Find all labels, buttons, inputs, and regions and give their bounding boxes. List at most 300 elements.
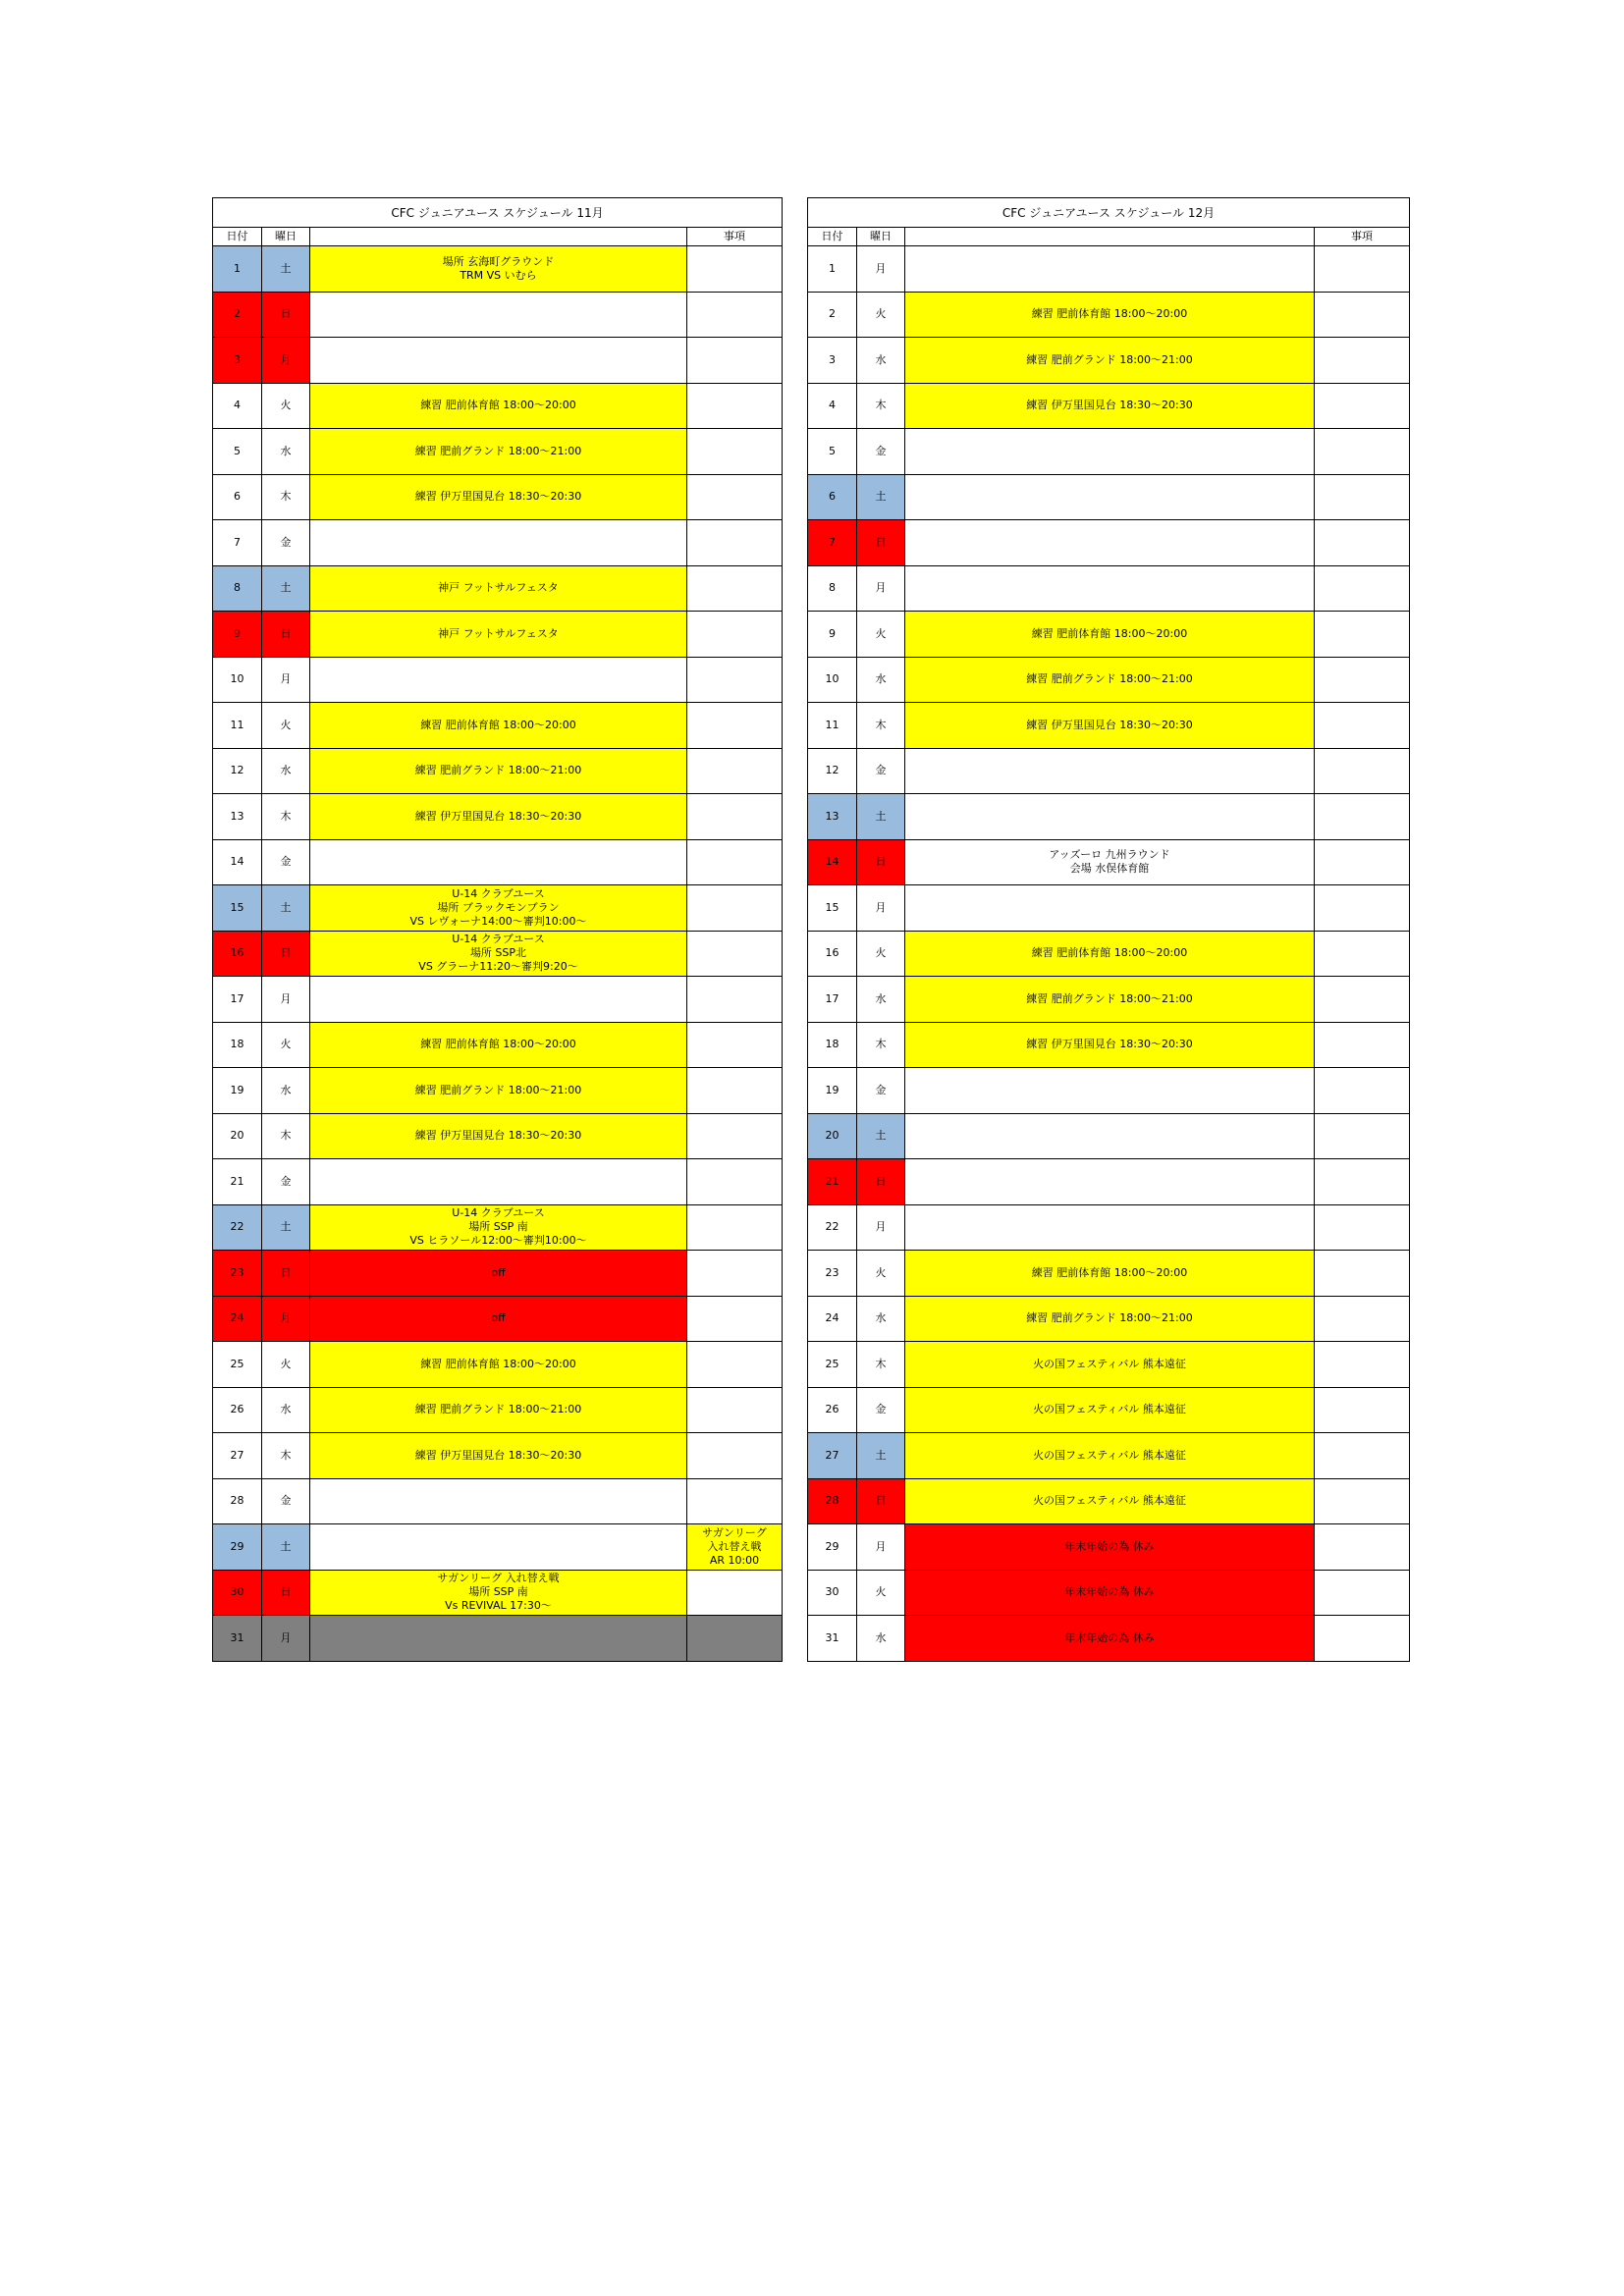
schedule-row (808, 246, 1410, 293)
weekday: 木 (262, 1113, 310, 1159)
event-text (310, 338, 687, 384)
note-text (1315, 246, 1410, 293)
weekday: 土 (262, 565, 310, 612)
weekday: 日 (262, 1570, 310, 1616)
weekday: 土 (857, 1113, 905, 1159)
note-text (687, 1570, 783, 1616)
weekday: 水 (262, 429, 310, 475)
note-text (1315, 1159, 1410, 1205)
weekday: 水 (857, 657, 905, 703)
event-text: 練習 肥前体育館 18:00～20:00 (310, 1342, 687, 1388)
weekday: 日 (857, 1159, 905, 1205)
day-number: 31 (808, 1616, 857, 1662)
event-text: 練習 肥前体育館 18:00～20:00 (905, 1251, 1315, 1297)
weekday: 月 (262, 1616, 310, 1662)
weekday: 火 (857, 612, 905, 658)
schedule-row (213, 474, 783, 520)
november-title: CFC ジュニアユース スケジュール 11月 (213, 198, 783, 228)
note-text (1315, 794, 1410, 840)
event-text: 年末年始の為 休み (905, 1524, 1315, 1571)
schedule-row (808, 1296, 1410, 1342)
schedule-row (808, 1524, 1410, 1571)
event-text: 神戸 フットサルフェスタ (310, 612, 687, 658)
weekday: 木 (857, 703, 905, 749)
event-text (310, 1524, 687, 1571)
schedule-row (808, 1616, 1410, 1662)
schedule-row (213, 246, 783, 293)
note-text (1315, 885, 1410, 932)
weekday: 土 (857, 1433, 905, 1479)
event-text: サガンリーグ 入れ替え戦 場所 SSP 南 Vs REVIVAL 17:30～ (310, 1570, 687, 1616)
schedule-row (213, 383, 783, 429)
weekday: 月 (857, 885, 905, 932)
schedule-row (213, 1022, 783, 1068)
note-text (687, 292, 783, 338)
event-text (310, 977, 687, 1023)
note-text (1315, 612, 1410, 658)
header-notes: 事項 (687, 228, 783, 246)
schedule-row (213, 292, 783, 338)
day-number: 27 (213, 1433, 262, 1479)
note-text (1315, 1570, 1410, 1616)
event-text: 練習 肥前グランド 18:00～21:00 (310, 1068, 687, 1114)
weekday: 日 (857, 839, 905, 885)
weekday: 金 (262, 1478, 310, 1524)
event-text: U-14 クラブユース 場所 ブラックモンブラン VS レヴォーナ14:00～審判10:00～ (310, 885, 687, 932)
weekday: 木 (857, 1022, 905, 1068)
note-text (687, 1159, 783, 1205)
note-text (687, 1251, 783, 1297)
weekday: 木 (262, 794, 310, 840)
note-text (1315, 1022, 1410, 1068)
event-text: off (310, 1296, 687, 1342)
note-text (687, 1022, 783, 1068)
event-text (905, 794, 1315, 840)
note-text (687, 520, 783, 566)
event-text: 練習 伊万里国見台 18:30～20:30 (905, 383, 1315, 429)
event-text: 練習 肥前グランド 18:00～21:00 (310, 1387, 687, 1433)
day-number: 21 (808, 1159, 857, 1205)
schedule-row (213, 1159, 783, 1205)
event-text: 練習 肥前体育館 18:00～20:00 (310, 383, 687, 429)
day-number: 18 (213, 1022, 262, 1068)
event-text (310, 1616, 687, 1662)
schedule-row (808, 1570, 1410, 1616)
weekday: 土 (262, 885, 310, 932)
schedule-row (808, 885, 1410, 932)
day-number: 5 (213, 429, 262, 475)
schedule-row (213, 657, 783, 703)
day-number: 22 (213, 1204, 262, 1251)
december-title: CFC ジュニアユース スケジュール 12月 (808, 198, 1410, 228)
day-number: 25 (808, 1342, 857, 1388)
day-number: 20 (213, 1113, 262, 1159)
event-text: 練習 肥前グランド 18:00～21:00 (905, 1296, 1315, 1342)
day-number: 3 (213, 338, 262, 384)
event-text (905, 429, 1315, 475)
december-schedule-table (807, 197, 1410, 1662)
day-number: 22 (808, 1204, 857, 1251)
weekday: 月 (262, 1296, 310, 1342)
event-text: 練習 肥前グランド 18:00～21:00 (310, 748, 687, 794)
note-text (687, 246, 783, 293)
event-text (905, 885, 1315, 932)
day-number: 7 (213, 520, 262, 566)
day-number: 14 (808, 839, 857, 885)
event-text: アッズーロ 九州ラウンド 会場 水俣体育館 (905, 839, 1315, 885)
schedule-row (808, 1159, 1410, 1205)
day-number: 19 (213, 1068, 262, 1114)
day-number: 3 (808, 338, 857, 384)
schedule-row (808, 429, 1410, 475)
note-text (1315, 1433, 1410, 1479)
event-text (310, 839, 687, 885)
note-text (1315, 1524, 1410, 1571)
header-weekday: 曜日 (262, 228, 310, 246)
day-number: 15 (808, 885, 857, 932)
schedule-row (808, 1478, 1410, 1524)
event-text (310, 657, 687, 703)
event-text (905, 565, 1315, 612)
note-text (1315, 1251, 1410, 1297)
schedule-row (213, 931, 783, 977)
day-number: 25 (213, 1342, 262, 1388)
day-number: 19 (808, 1068, 857, 1114)
event-text (310, 520, 687, 566)
note-text (1315, 703, 1410, 749)
day-number: 10 (808, 657, 857, 703)
weekday: 月 (262, 338, 310, 384)
day-number: 28 (213, 1478, 262, 1524)
weekday: 火 (857, 292, 905, 338)
note-text (1315, 429, 1410, 475)
note-text (1315, 520, 1410, 566)
event-text (905, 1068, 1315, 1114)
day-number: 20 (808, 1113, 857, 1159)
day-number: 21 (213, 1159, 262, 1205)
header-weekday: 曜日 (857, 228, 905, 246)
event-text: off (310, 1251, 687, 1297)
event-text: U-14 クラブユース 場所 SSP 南 VS ヒラソール12:00～審判10:00～ (310, 1204, 687, 1251)
note-text (1315, 1387, 1410, 1433)
note-text (687, 338, 783, 384)
day-number: 13 (213, 794, 262, 840)
schedule-row (808, 474, 1410, 520)
day-number: 15 (213, 885, 262, 932)
day-number: 23 (213, 1251, 262, 1297)
event-text (310, 1478, 687, 1524)
weekday: 日 (262, 1251, 310, 1297)
note-text (1315, 977, 1410, 1023)
schedule-row (213, 885, 783, 932)
weekday: 金 (857, 1387, 905, 1433)
event-text: 練習 肥前体育館 18:00～20:00 (905, 931, 1315, 977)
weekday: 土 (262, 1204, 310, 1251)
schedule-row (808, 931, 1410, 977)
event-text: 練習 伊万里国見台 18:30～20:30 (310, 474, 687, 520)
event-text (310, 1159, 687, 1205)
weekday: 月 (857, 246, 905, 293)
header-date: 日付 (213, 228, 262, 246)
event-text: 練習 伊万里国見台 18:30～20:30 (310, 1113, 687, 1159)
weekday: 金 (262, 839, 310, 885)
weekday: 土 (857, 474, 905, 520)
header-date: 日付 (808, 228, 857, 246)
event-text: 練習 伊万里国見台 18:30～20:30 (310, 1433, 687, 1479)
weekday: 火 (857, 931, 905, 977)
note-text (1315, 931, 1410, 977)
note-text (1315, 338, 1410, 384)
day-number: 23 (808, 1251, 857, 1297)
schedule-row (213, 1204, 783, 1251)
schedule-row (213, 1478, 783, 1524)
event-text: 練習 伊万里国見台 18:30～20:30 (905, 703, 1315, 749)
weekday: 火 (262, 383, 310, 429)
event-text: U-14 クラブユース 場所 SSP北 VS グラーナ11:20～審判9:20～ (310, 931, 687, 977)
weekday: 木 (857, 1342, 905, 1388)
event-text: 練習 肥前体育館 18:00～20:00 (310, 1022, 687, 1068)
note-text (687, 1433, 783, 1479)
weekday: 月 (857, 1204, 905, 1251)
schedule-row (808, 1251, 1410, 1297)
day-number: 30 (213, 1570, 262, 1616)
day-number: 8 (808, 565, 857, 612)
day-number: 16 (213, 931, 262, 977)
november-schedule-table (212, 197, 783, 1662)
schedule-row (808, 612, 1410, 658)
day-number: 6 (808, 474, 857, 520)
day-number: 9 (213, 612, 262, 658)
event-text: 火の国フェスティバル 熊本遠征 (905, 1342, 1315, 1388)
note-text (1315, 292, 1410, 338)
day-number: 2 (213, 292, 262, 338)
schedule-row (213, 1387, 783, 1433)
weekday: 木 (262, 474, 310, 520)
event-text: 練習 肥前グランド 18:00～21:00 (905, 338, 1315, 384)
day-number: 6 (213, 474, 262, 520)
schedule-row (213, 839, 783, 885)
schedule-row (213, 1524, 783, 1571)
day-number: 9 (808, 612, 857, 658)
schedule-row (213, 1113, 783, 1159)
day-number: 12 (808, 748, 857, 794)
event-text: 練習 肥前グランド 18:00～21:00 (905, 977, 1315, 1023)
weekday: 日 (262, 612, 310, 658)
weekday: 金 (857, 748, 905, 794)
day-number: 29 (213, 1524, 262, 1571)
note-text (687, 612, 783, 658)
day-number: 1 (213, 246, 262, 293)
note-text (1315, 1113, 1410, 1159)
event-text: 練習 肥前体育館 18:00～20:00 (905, 612, 1315, 658)
weekday: 火 (262, 1342, 310, 1388)
day-number: 8 (213, 565, 262, 612)
schedule-row (808, 839, 1410, 885)
schedule-row (808, 1387, 1410, 1433)
weekday: 火 (857, 1570, 905, 1616)
day-number: 16 (808, 931, 857, 977)
schedule-row (213, 1342, 783, 1388)
schedule-row (213, 1433, 783, 1479)
event-text: 練習 肥前グランド 18:00～21:00 (310, 429, 687, 475)
note-text (1315, 383, 1410, 429)
day-number: 31 (213, 1616, 262, 1662)
note-text (687, 931, 783, 977)
day-number: 1 (808, 246, 857, 293)
day-number: 2 (808, 292, 857, 338)
event-text: 場所 玄海町グラウンド TRM VS いむら (310, 246, 687, 293)
schedule-row (808, 338, 1410, 384)
note-text (1315, 1616, 1410, 1662)
day-number: 14 (213, 839, 262, 885)
note-text (687, 839, 783, 885)
note-text (687, 748, 783, 794)
weekday: 金 (262, 520, 310, 566)
note-text (687, 429, 783, 475)
weekday: 金 (857, 1068, 905, 1114)
note-text (687, 703, 783, 749)
weekday: 水 (262, 748, 310, 794)
note-text (687, 1616, 783, 1662)
weekday: 水 (857, 1296, 905, 1342)
schedule-row (213, 1296, 783, 1342)
schedule-row (808, 1068, 1410, 1114)
weekday: 日 (857, 520, 905, 566)
note-text (687, 565, 783, 612)
event-text (905, 1113, 1315, 1159)
schedule-row (213, 977, 783, 1023)
note-text (687, 794, 783, 840)
note-text (687, 1296, 783, 1342)
day-number: 18 (808, 1022, 857, 1068)
schedule-row (808, 703, 1410, 749)
schedule-row (808, 1433, 1410, 1479)
day-number: 17 (213, 977, 262, 1023)
schedule-row (213, 429, 783, 475)
schedule-row (808, 657, 1410, 703)
note-text (1315, 1296, 1410, 1342)
schedule-row (808, 1113, 1410, 1159)
header-content (310, 228, 687, 246)
header-content (905, 228, 1315, 246)
note-text (1315, 748, 1410, 794)
event-text: 火の国フェスティバル 熊本遠征 (905, 1387, 1315, 1433)
day-number: 11 (213, 703, 262, 749)
note-text (687, 383, 783, 429)
schedule-row (808, 292, 1410, 338)
day-number: 30 (808, 1570, 857, 1616)
weekday: 水 (857, 1616, 905, 1662)
schedule-row (213, 1570, 783, 1616)
weekday: 土 (857, 794, 905, 840)
note-text (1315, 1068, 1410, 1114)
event-text: 年末年始の為 休み (905, 1616, 1315, 1662)
schedule-row (808, 794, 1410, 840)
schedule-row (213, 1251, 783, 1297)
weekday: 土 (262, 1524, 310, 1571)
event-text: 練習 伊万里国見台 18:30～20:30 (310, 794, 687, 840)
day-number: 27 (808, 1433, 857, 1479)
event-text (905, 1159, 1315, 1205)
schedule-row (213, 565, 783, 612)
event-text: 火の国フェスティバル 熊本遠征 (905, 1478, 1315, 1524)
schedule-row (213, 612, 783, 658)
schedule-row (213, 338, 783, 384)
schedule-row (808, 520, 1410, 566)
weekday: 金 (857, 429, 905, 475)
event-text (905, 520, 1315, 566)
schedule-row (213, 703, 783, 749)
event-text (905, 246, 1315, 293)
note-text (1315, 839, 1410, 885)
event-text: 練習 肥前体育館 18:00～20:00 (310, 703, 687, 749)
day-number: 29 (808, 1524, 857, 1571)
day-number: 26 (808, 1387, 857, 1433)
note-text (1315, 657, 1410, 703)
note-text (687, 1342, 783, 1388)
note-text (687, 474, 783, 520)
note-text (687, 977, 783, 1023)
note-text (1315, 1342, 1410, 1388)
weekday: 木 (262, 1433, 310, 1479)
note-text: サガンリーグ 入れ替え戦 AR 10:00 (687, 1524, 783, 1571)
note-text (1315, 1204, 1410, 1251)
schedule-row (213, 1068, 783, 1114)
schedule-row (213, 1616, 783, 1662)
note-text (1315, 1478, 1410, 1524)
event-text: 年末年始の為 休み (905, 1570, 1315, 1616)
day-number: 12 (213, 748, 262, 794)
day-number: 11 (808, 703, 857, 749)
day-number: 7 (808, 520, 857, 566)
day-number: 26 (213, 1387, 262, 1433)
weekday: 火 (262, 1022, 310, 1068)
day-number: 17 (808, 977, 857, 1023)
note-text (1315, 565, 1410, 612)
event-text: 練習 肥前グランド 18:00～21:00 (905, 657, 1315, 703)
event-text (905, 1204, 1315, 1251)
weekday: 月 (262, 977, 310, 1023)
weekday: 月 (857, 1524, 905, 1571)
day-number: 13 (808, 794, 857, 840)
schedule-row (213, 520, 783, 566)
note-text (687, 1478, 783, 1524)
day-number: 4 (808, 383, 857, 429)
note-text (687, 1113, 783, 1159)
weekday: 日 (262, 292, 310, 338)
weekday: 月 (262, 657, 310, 703)
weekday: 月 (857, 565, 905, 612)
event-text: 神戸 フットサルフェスタ (310, 565, 687, 612)
day-number: 10 (213, 657, 262, 703)
weekday: 水 (262, 1387, 310, 1433)
weekday: 日 (857, 1478, 905, 1524)
day-number: 28 (808, 1478, 857, 1524)
schedule-row (213, 748, 783, 794)
note-text (687, 885, 783, 932)
event-text (905, 474, 1315, 520)
schedule-row (808, 1342, 1410, 1388)
header-notes: 事項 (1315, 228, 1410, 246)
weekday: 水 (857, 338, 905, 384)
schedule-row (808, 748, 1410, 794)
note-text (1315, 474, 1410, 520)
weekday: 土 (262, 246, 310, 293)
note-text (687, 1387, 783, 1433)
weekday: 日 (262, 931, 310, 977)
schedule-row (808, 977, 1410, 1023)
day-number: 24 (808, 1296, 857, 1342)
